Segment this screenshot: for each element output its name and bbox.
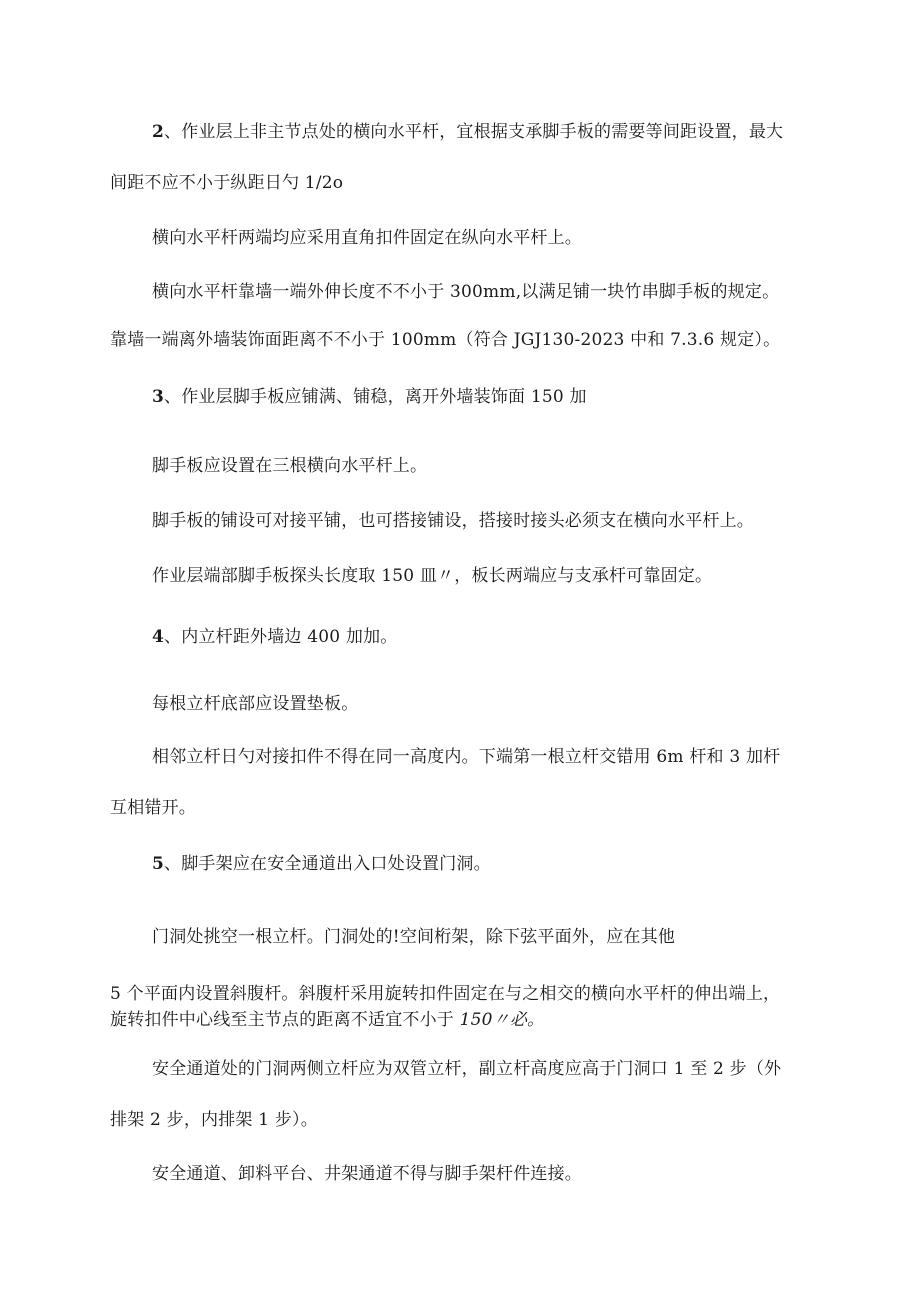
item-number: 5 bbox=[152, 854, 165, 874]
paragraph-text: 作业层端部脚手板探头长度取 150 皿〃，板长两端应与支承杆可靠固定。 bbox=[152, 566, 713, 586]
paragraph-5-line bbox=[152, 853, 491, 875]
paragraph-text: 5 个平面内设置斜腹杆。斜腹杆采用旋转扣件固定在与之相交的横向水平杆的伸出端上， bbox=[110, 984, 781, 1004]
item-number: 4 bbox=[152, 627, 165, 647]
paragraph-line bbox=[110, 983, 780, 1005]
paragraph-line bbox=[152, 1163, 582, 1185]
paragraph-line bbox=[152, 926, 675, 948]
paragraph-line bbox=[152, 565, 712, 587]
paragraph-text: 门洞处挑空一根立杆。门洞处的!空间桁架，除下弦平面外，应在其他 bbox=[152, 927, 676, 947]
paragraph-text: 、脚手架应在安全通道出入口处设置门洞。 bbox=[164, 854, 491, 874]
item-number: 2 bbox=[152, 122, 165, 142]
paragraph-text: 安全通道处的门洞两侧立杆应为双管立杆，副立杆高度应高于门洞口 1 至 2 步（外 bbox=[152, 1059, 782, 1079]
paragraph-3-line bbox=[152, 386, 587, 408]
paragraph-line bbox=[152, 693, 358, 715]
paragraph-line bbox=[110, 797, 196, 819]
paragraph-line bbox=[152, 227, 582, 249]
paragraph-text: 、作业层上非主节点处的横向水平杆，宜根据支承脚手板的需要等间距设置，最大 bbox=[164, 122, 784, 142]
paragraph-line bbox=[152, 455, 427, 477]
paragraph-2-line-2 bbox=[110, 172, 343, 194]
paragraph-text: 互相错开。 bbox=[110, 798, 196, 818]
paragraph-line bbox=[152, 281, 779, 303]
paragraph-text: 、作业层脚手板应铺满、铺稳，离开外墙装饰面 150 加 bbox=[164, 387, 587, 407]
paragraph-text: 安全通道、卸料平台、井架通道不得与脚手架杆件连接。 bbox=[152, 1164, 582, 1184]
paragraph-text: 横向水平杆靠墙一端外伸长度不不小于 300mm,以满足铺一块竹串脚手板的规定。 bbox=[152, 282, 780, 302]
paragraph-4-line bbox=[152, 626, 398, 648]
paragraph-text: 旋转扣件中心线至主节点的距离不适宜不小于 bbox=[110, 1010, 460, 1030]
paragraph-line bbox=[152, 1058, 781, 1080]
paragraph-line bbox=[110, 1109, 318, 1131]
item-number: 3 bbox=[152, 387, 165, 407]
paragraph-text: 脚手板的铺设可对接平铺，也可搭接铺设，搭接时接头必须支在横向水平杆上。 bbox=[152, 511, 754, 531]
paragraph-text: 、内立杆距外墙边 400 加加。 bbox=[164, 627, 398, 647]
paragraph-text: 横向水平杆两端均应采用直角扣件固定在纵向水平杆上。 bbox=[152, 228, 582, 248]
paragraph-text: 靠墙一端离外墙装饰面距离不不小于 100mm（符合 JGJ130-2023 中和 7.3.6 规定）。 bbox=[110, 330, 781, 350]
paragraph-text: 排架 2 步，内排架 1 步）。 bbox=[110, 1110, 318, 1130]
paragraph-2-line-1 bbox=[152, 121, 783, 143]
paragraph-text: 相邻立杆日勺对接扣件不得在同一高度内。下端第一根立杆交错用 6m 杆和 3 加杆 bbox=[152, 747, 781, 767]
paragraph-text: 间距不应不小于纵距日勺 1/2o bbox=[110, 173, 344, 193]
paragraph-line bbox=[110, 1009, 544, 1031]
paragraph-text: 每根立杆底部应设置垫板。 bbox=[152, 694, 359, 714]
paragraph-text: 脚手板应设置在三根横向水平杆上。 bbox=[152, 456, 428, 476]
paragraph-line bbox=[152, 510, 754, 532]
italic-value: 150〃必。 bbox=[459, 1010, 545, 1030]
paragraph-line bbox=[152, 746, 780, 768]
paragraph-line bbox=[110, 329, 780, 351]
